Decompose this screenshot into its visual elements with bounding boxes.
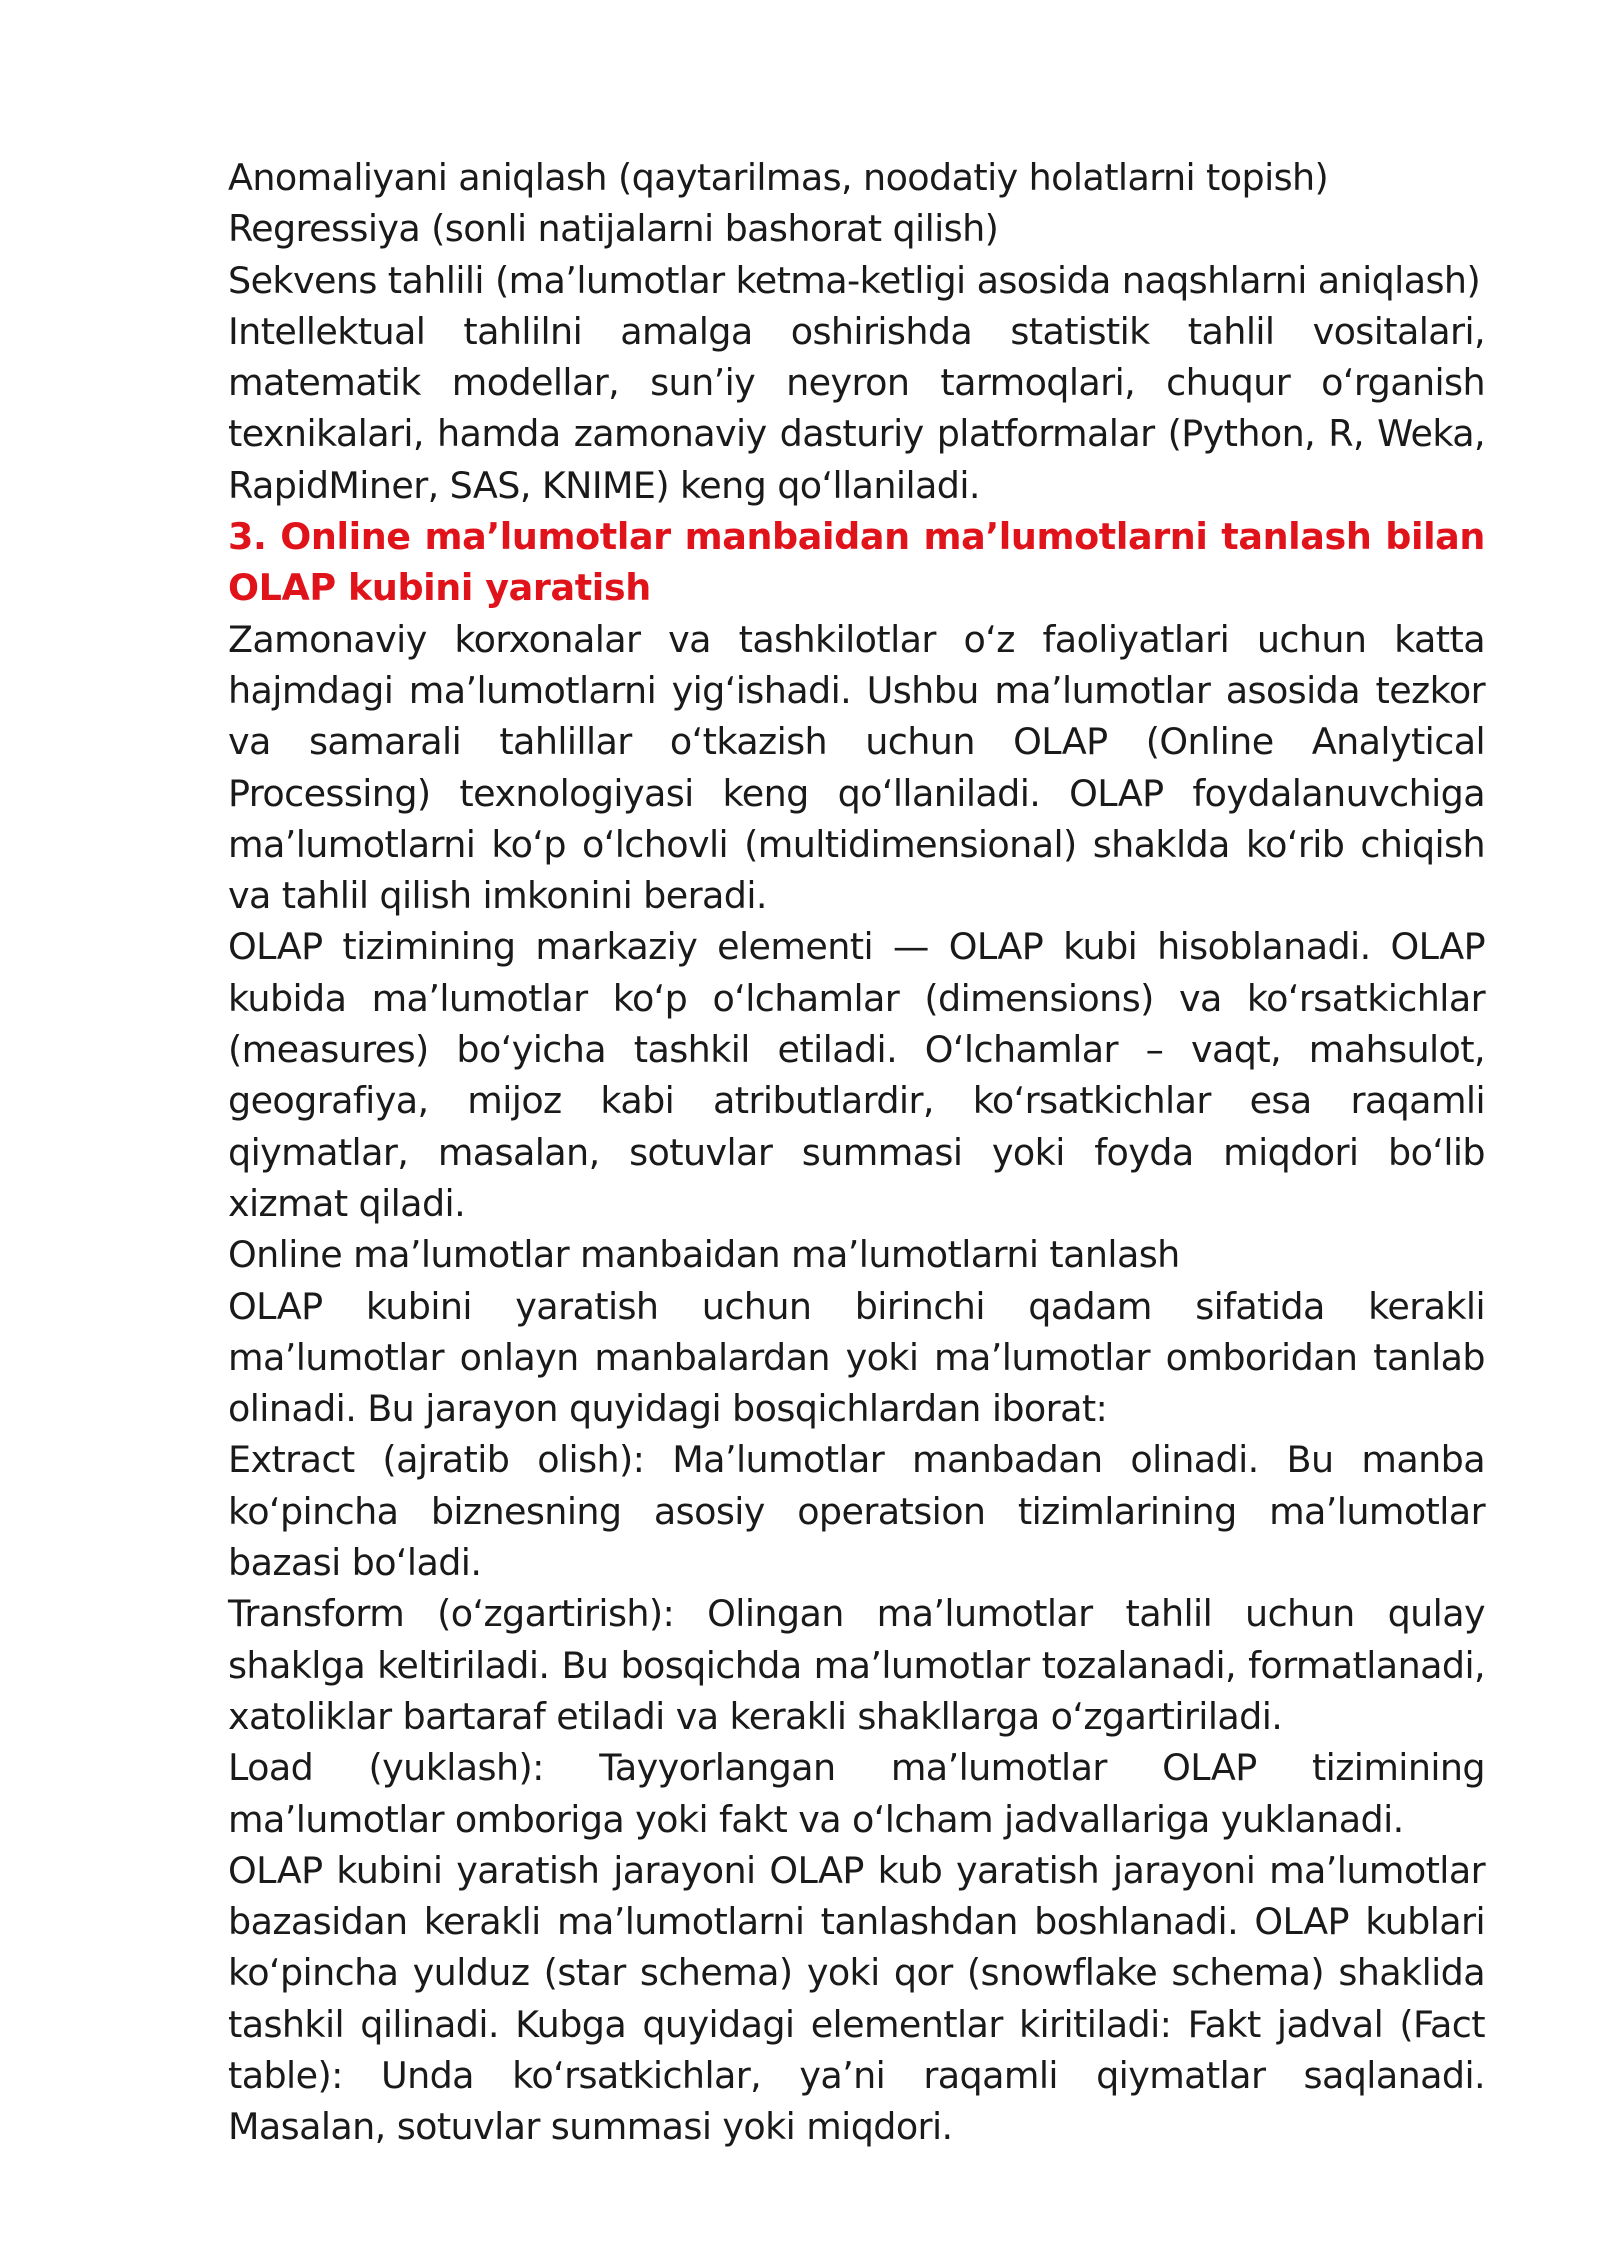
paragraph-load: Load (yuklash): Tayyorlangan ma’lumotlar OLAP tizimining ma’lumotlar omboriga yoki fakt va o‘lcham jadvallariga yuklanadi. xyxy=(228,1746,1485,1841)
paragraph-first-step: OLAP kubini yaratish uchun birinchi qadam sifatida kerakli ma’lumotlar onlayn manbalardan yoki ma’lumotlar omboridan tanlab olinadi. Bu jarayon quyidagi bosqichlardan iborat: xyxy=(228,1284,1485,1431)
paragraph-intellectual-analysis-tools: Intellektual tahlilni amalga oshirishda statistik tahlil vositalari, matematik modellar, sun’iy neyron tarmoqlari, chuqur o‘rganish texnikalari, hamda zamonaviy dasturiy platformalar (Python, R, Weka, RapidMiner, SAS, KNIME) keng qo‘llaniladi. xyxy=(228,309,1485,507)
paragraph-anomaly-detection: Anomaliyani aniqlash (qaytarilmas, noodatiy holatlarni topish) xyxy=(228,156,1329,199)
document-page xyxy=(228,152,1485,2153)
section-heading-olap-cube: 3. Online ma’lumotlar manbaidan ma’lumotlarni tanlash bilan OLAP kubini yaratish xyxy=(228,515,1485,610)
paragraph-extract: Extract (ajratib olish): Ma’lumotlar manbadan olinadi. Bu manba ko‘pincha biznesning asosiy operatsion tizimlarining ma’lumotlar bazasi bo‘ladi. xyxy=(228,1438,1485,1585)
paragraph-olap-intro: Zamonaviy korxonalar va tashkilotlar o‘z faoliyatlari uchun katta hajmdagi ma’lumotlarni yig‘ishadi. Ushbu ma’lumotlar asosida tezkor va samarali tahlillar o‘tkazish uchun OLAP (Online Analytical Processing) texnologiyasi keng qo‘llaniladi. OLAP foydalanuvchiga ma’lumotlarni ko‘p o‘lchovli (multidimensional) shaklda ko‘rib chiqish va tahlil qilish imkonini beradi. xyxy=(228,617,1485,918)
paragraph-sequence-analysis: Sekvens tahlili (ma’lumotlar ketma-ketligi asosida naqshlarni aniqlash) xyxy=(228,258,1481,302)
paragraph-online-source-selection: Online ma’lumotlar manbaidan ma’lumotlarni tanlash xyxy=(228,1233,1180,1277)
paragraph-transform: Transform (o‘zgartirish): Olingan ma’lumotlar tahlil uchun qulay shaklga keltiriladi. Bu bosqichda ma’lumotlar tozalanadi, formatlanadi, xatoliklar bartaraf etiladi va kerakli shakllarga o‘zgartiriladi. xyxy=(228,1592,1485,1738)
paragraph-cube-creation-process: OLAP kubini yaratish jarayoni OLAP kub yaratish jarayoni ma’lumotlar bazasidan kerakli ma’lumotlarni tanlashdan boshlanadi. OLAP kublari ko‘pincha yulduz (star schema) yoki qor (snowflake schema) shaklida tashkil qilinadi. Kubga quyidagi elementlar kiritiladi: Fakt jadval (Fact table): Unda ko‘rsatkichlar, ya’ni raqamli qiymatlar saqlanadi. Masalan, sotuvlar summasi yoki miqdori. xyxy=(228,1848,1485,2149)
paragraph-olap-cube-definition: OLAP tizimining markaziy elementi — OLAP kubi hisoblanadi. OLAP kubida ma’lumotlar ko‘p o‘lchamlar (dimensions) va ko‘rsatkichlar (measures) bo‘yicha tashkil etiladi. O‘lchamlar – vaqt, mahsulot, geografiya, mijoz kabi atributlardir, ko‘rsatkichlar esa raqamli qiymatlar, masalan, sotuvlar summasi yoki foyda miqdori bo‘lib xizmat qiladi. xyxy=(228,925,1485,1225)
paragraph-regression: Regressiya (sonli natijalarni bashorat qilish) xyxy=(228,207,999,251)
